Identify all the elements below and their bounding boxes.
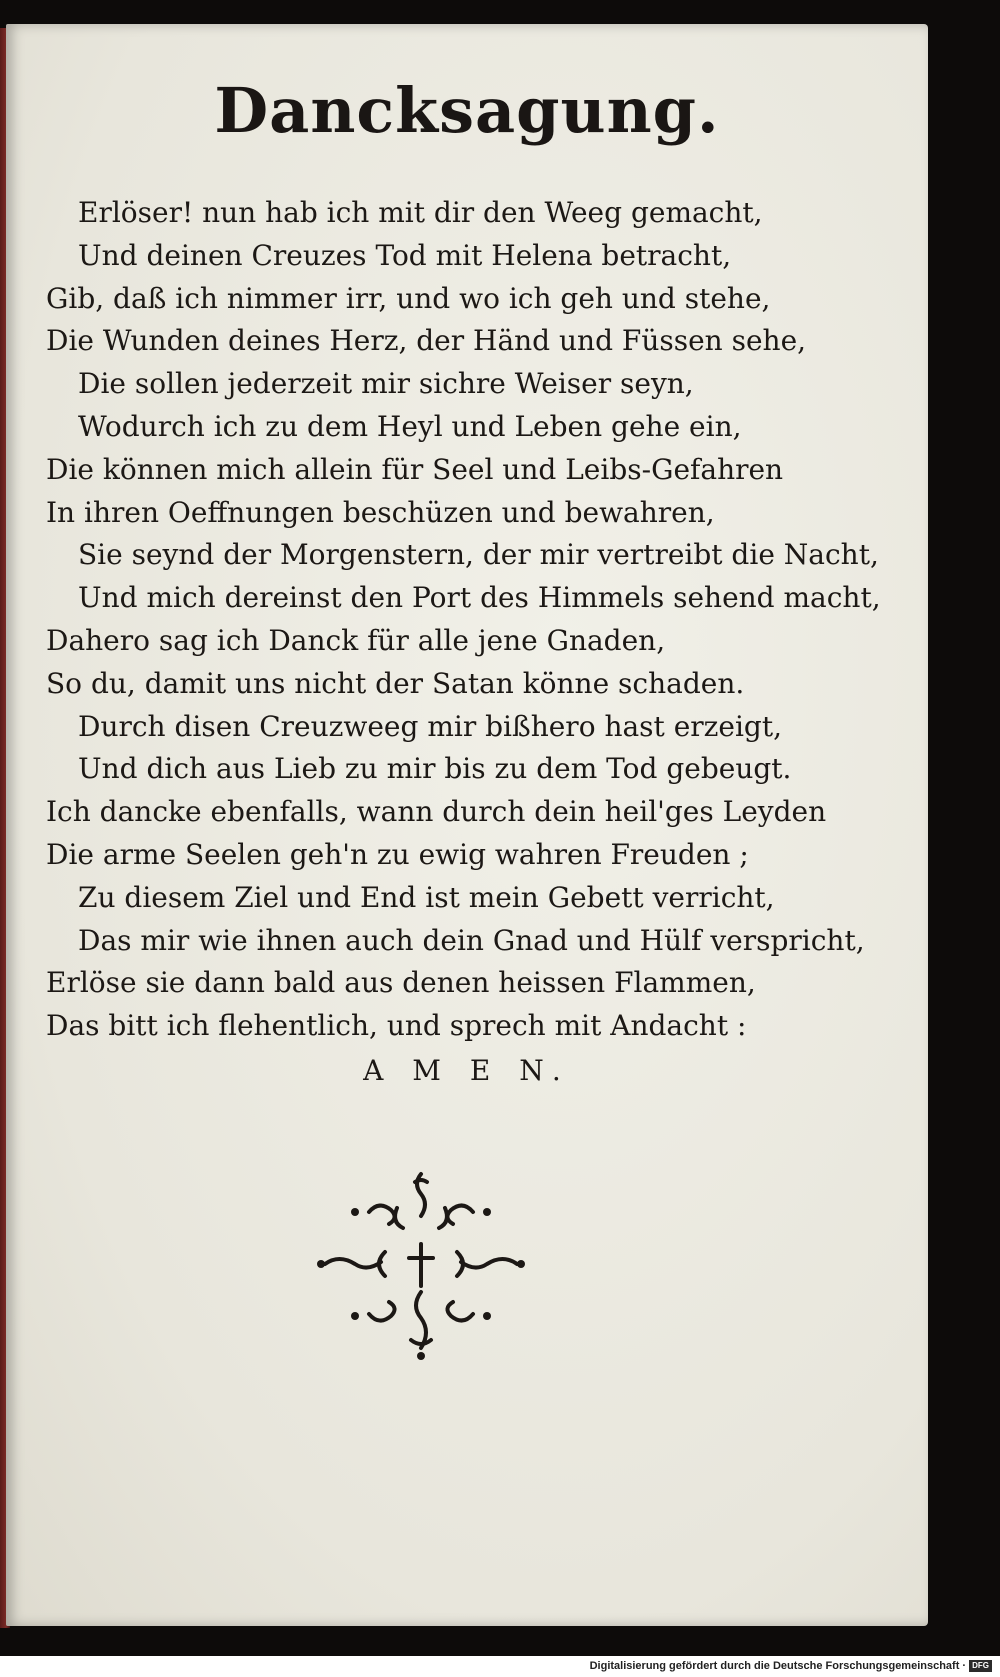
poem-line: Sie seynd der Morgenstern, der mir vertreibt die Nacht, <box>78 538 879 572</box>
poem-line: So du, damit uns nicht der Satan könne schaden. <box>46 666 745 700</box>
poem-line: Durch disen Creuzweeg mir bißhero hast erzeigt, <box>78 709 783 743</box>
floral-cross-ornament-icon <box>311 1164 531 1364</box>
poem-line: Das bitt ich flehentlich, und sprech mit Andacht : <box>46 1009 747 1043</box>
poem-line: In ihren Oeffnungen beschüzen und bewahren, <box>46 495 715 529</box>
page-title: Dancksagung. <box>214 74 720 147</box>
poem-line: Erlöse sie dann bald aus denen heissen Flammen, <box>46 966 756 1000</box>
poem-line: Die Wunden deines Herz, der Händ und Füssen sehe, <box>46 324 807 358</box>
poem-line: Ich dancke ebenfalls, wann durch dein heil'ges Leyden <box>46 795 827 829</box>
poem-line: Wodurch ich zu dem Heyl und Leben gehe ein, <box>78 409 742 443</box>
credit-text: Digitalisierung gefördert durch die Deutsche Forschungsgemeinschaft · <box>589 1660 967 1672</box>
poem-line: Dahero sag ich Danck für alle jene Gnaden, <box>46 623 666 657</box>
dfg-logo: DFG <box>969 1660 992 1672</box>
poem-line: Und mich dereinst den Port des Himmels sehend macht, <box>78 581 881 615</box>
closing-amen: A M E N. <box>363 1054 571 1087</box>
poem-line: Erlöser! nun hab ich mit dir den Weeg gemacht, <box>78 196 763 229</box>
poem-line: Die arme Seelen geh'n zu ewig wahren Freuden ; <box>46 837 749 871</box>
poem-line: Die können mich allein für Seel und Leibs-Gefahren <box>46 452 784 486</box>
poem-line: Die sollen jederzeit mir sichre Weiser seyn, <box>78 367 694 401</box>
book-page <box>6 24 928 1626</box>
poem-line: Und deinen Creuzes Tod mit Helena betracht, <box>78 238 732 272</box>
poem-line: Gib, daß ich nimmer irr, und wo ich geh und stehe, <box>46 281 771 315</box>
poem-line: Zu diesem Ziel und End ist mein Gebett verricht, <box>78 880 775 914</box>
poem-line: Das mir wie ihnen auch dein Gnad und Hülf verspricht, <box>78 923 865 957</box>
digitization-credit <box>0 1656 1000 1677</box>
poem-line: Und dich aus Lieb zu mir bis zu dem Tod gebeugt. <box>78 752 792 786</box>
poem-text <box>46 192 906 1048</box>
